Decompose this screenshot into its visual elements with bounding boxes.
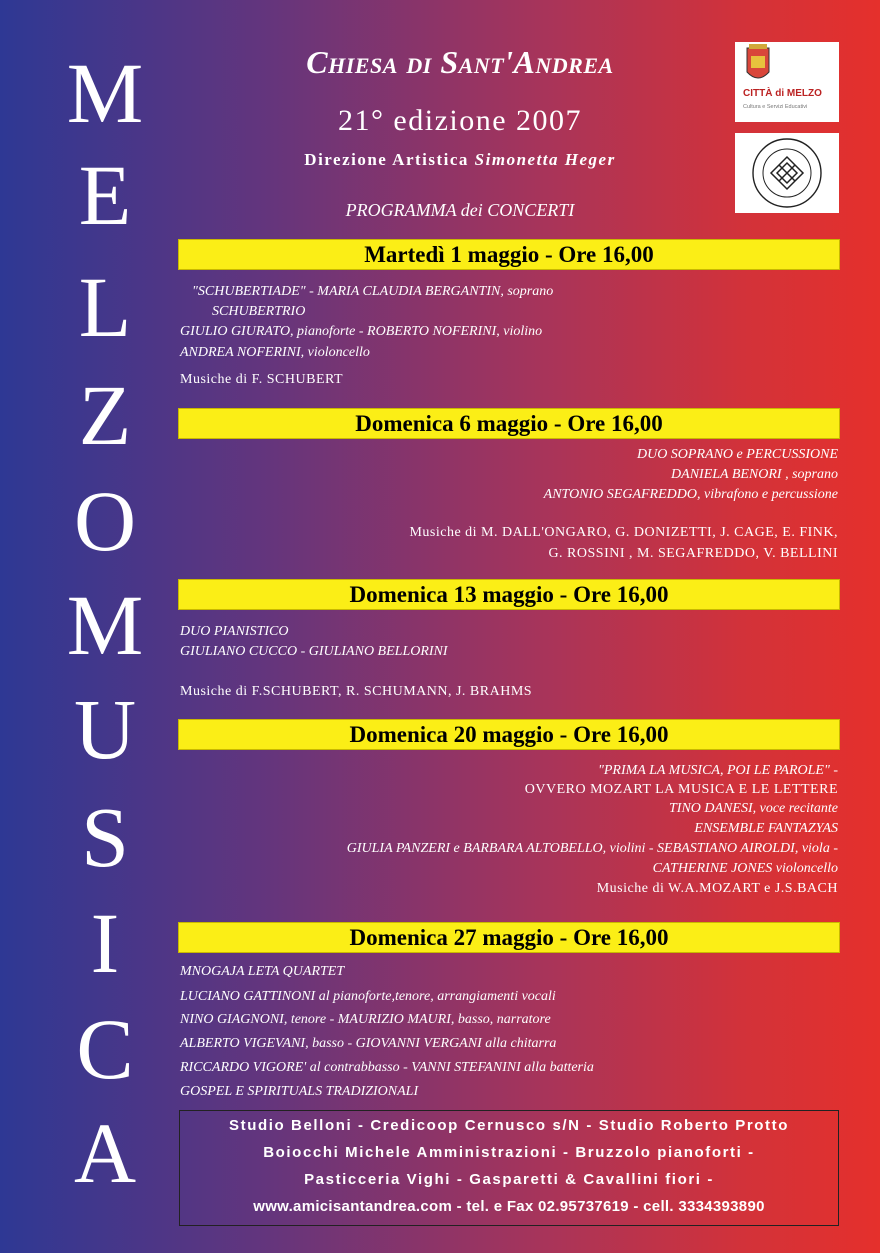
- sponsor-line: Pasticceria Vighi - Gasparetti & Cavallini fiori -: [304, 1171, 714, 1188]
- sponsor-line: Boiocchi Michele Amministrazioni - Bruzzolo pianoforti -: [263, 1144, 755, 1161]
- concert-date-3: Domenica 13 maggio - Ore 16,00: [178, 579, 840, 610]
- city-logo: [735, 42, 839, 122]
- concert-line: ANTONIO SEGAFREDDO, vibrafono e percussione: [543, 487, 838, 502]
- edition: 21° edizione 2007: [337, 104, 583, 137]
- concert-line: NINO GIAGNONI, tenore - MAURIZIO MAURI, basso, narratore: [180, 1012, 551, 1027]
- director-name: Simonetta Heger: [474, 150, 616, 169]
- city-name: CITTÀ di MELZO: [743, 88, 822, 99]
- vertical-letter: E: [78, 147, 132, 243]
- programme-heading: PROGRAMMA dei CONCERTI: [345, 200, 575, 220]
- concert-line: RICCARDO VIGORE' al contrabbasso - VANNI STEFANINI alla batteria: [180, 1060, 594, 1075]
- sponsor-line: Studio Belloni - Credicoop Cernusco s/N - Studio Roberto Protto: [229, 1117, 789, 1134]
- direction-label: Direzione Artistica: [304, 150, 469, 169]
- concert-line: CATHERINE JONES violoncello: [652, 861, 838, 876]
- concert-line: MNOGAJA LETA QUARTET: [180, 964, 345, 979]
- concert-line: GOSPEL E SPIRITUALS TRADIZIONALI: [180, 1084, 419, 1099]
- concert-line: DUO PIANISTICO: [180, 624, 289, 639]
- vertical-letter: A: [73, 1105, 137, 1201]
- artistic-direction: [180, 150, 740, 170]
- concert-line: LUCIANO GATTINONI al pianoforte,tenore, arrangiamenti vocali: [180, 989, 556, 1004]
- concert-line: "PRIMA LA MUSICA, POI LE PAROLE" -: [597, 763, 838, 778]
- sponsor-box: [179, 1110, 839, 1226]
- vertical-letter: U: [73, 681, 137, 777]
- vertical-letter: C: [76, 1001, 134, 1097]
- concert-line: GIULIANO CUCCO - GIULIANO BELLORINI: [180, 644, 448, 659]
- vertical-letter: S: [81, 789, 129, 885]
- church-title: Chiesa di Sant'Andrea: [306, 44, 614, 80]
- concert-date-5: Domenica 27 maggio - Ore 16,00: [178, 922, 840, 953]
- concert-music: Musiche di W.A.MOZART e J.S.BACH: [596, 881, 838, 896]
- concert-line: "SCHUBERTIADE" - MARIA CLAUDIA BERGANTIN, soprano: [192, 284, 554, 299]
- concert-line: DUO SOPRANO e PERCUSSIONE: [636, 447, 838, 462]
- concert-music: G. ROSSINI , M. SEGAFREDDO, V. BELLINI: [548, 546, 838, 561]
- vertical-letter: Z: [78, 367, 132, 463]
- city-crest-icon: [735, 42, 839, 90]
- vertical-letter: I: [90, 895, 120, 991]
- concert-music: Musiche di M. DALL'ONGARO, G. DONIZETTI, J. CAGE, E. FINK,: [409, 525, 838, 540]
- concert-line: ENSEMBLE FANTAZYAS: [694, 821, 838, 836]
- contact-line: www.amicisantandrea.com - tel. e Fax 02.95737619 - cell. 3334393890: [253, 1198, 765, 1215]
- concert-line: SCHUBERTRIO: [212, 304, 306, 319]
- concert-date-4: Domenica 20 maggio - Ore 16,00: [178, 719, 840, 750]
- association-logo: [735, 133, 839, 213]
- concert-line: TINO DANESI, voce recitante: [669, 801, 838, 816]
- concert-music: Musiche di F. SCHUBERT: [180, 372, 344, 387]
- concert-line: OVVERO MOZART LA MUSICA E LE LETTERE: [524, 782, 838, 797]
- concert-line: GIULIA PANZERI e BARBARA ALTOBELLO, violini - SEBASTIANO AIROLDI, viola -: [346, 841, 838, 856]
- concert-music: Musiche di F.SCHUBERT, R. SCHUMANN, J. BRAHMS: [180, 684, 533, 699]
- vertical-letter: M: [66, 577, 144, 673]
- concert-date-2: Domenica 6 maggio - Ore 16,00: [178, 408, 840, 439]
- association-seal-icon: [735, 133, 839, 213]
- concert-date-1: Martedì 1 maggio - Ore 16,00: [178, 239, 840, 270]
- vertical-letter: L: [78, 259, 132, 355]
- concert-line: DANIELA BENORI , soprano: [671, 467, 838, 482]
- concert-line: ALBERTO VIGEVANI, basso - GIOVANNI VERGANI alla chitarra: [180, 1036, 557, 1051]
- concert-line: ANDREA NOFERINI, violoncello: [180, 345, 370, 360]
- city-subtitle: Cultura e Servizi Educativi: [743, 104, 808, 110]
- vertical-letter: M: [66, 45, 144, 141]
- vertical-letter: O: [73, 473, 137, 569]
- concert-line: GIULIO GIURATO, pianoforte - ROBERTO NOFERINI, violino: [180, 324, 543, 339]
